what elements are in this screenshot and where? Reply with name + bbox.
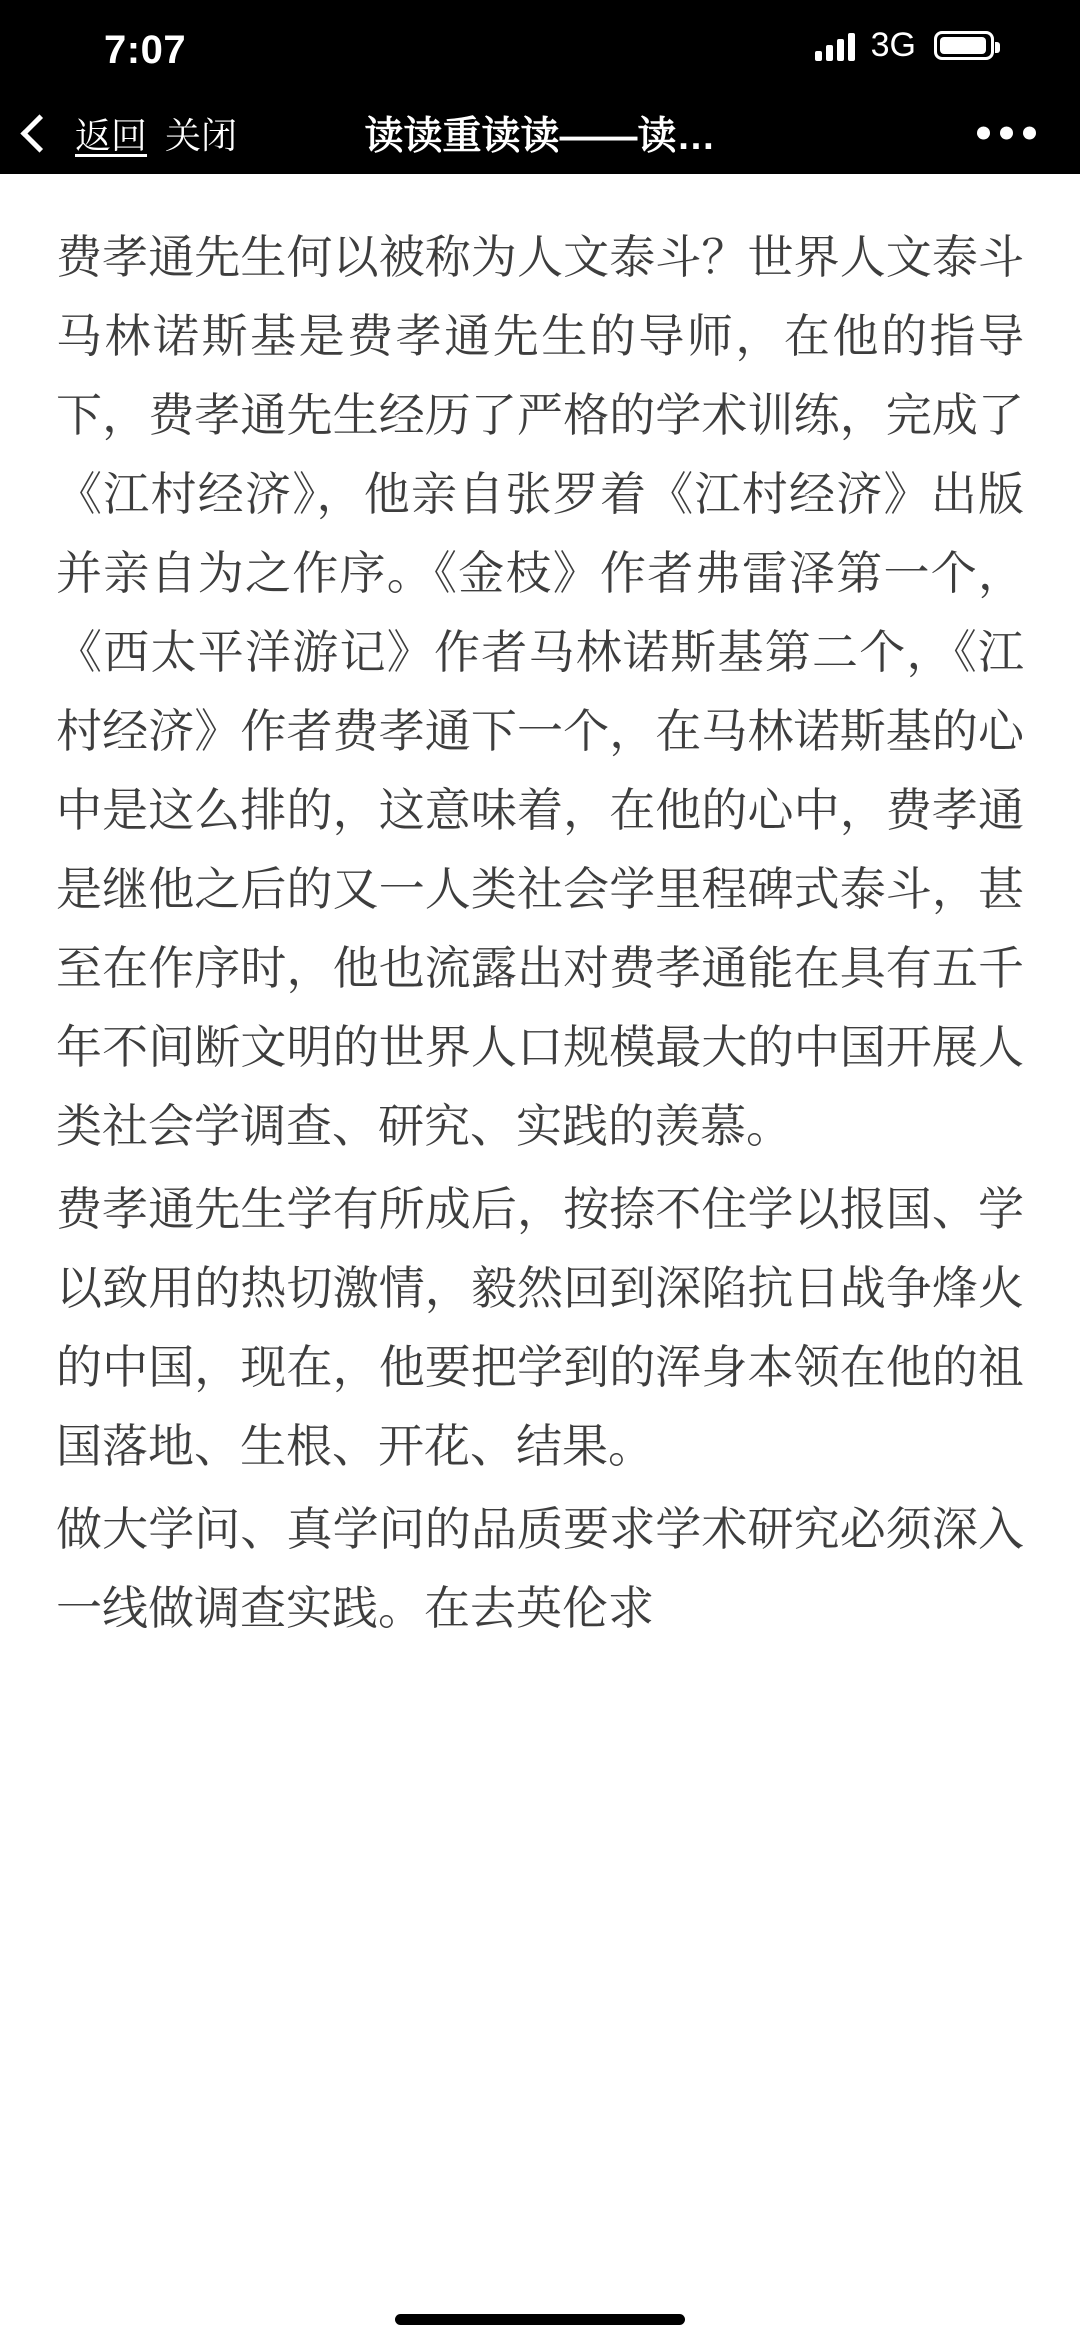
article-paragraph: 费孝通先生何以被称为人文泰斗？世界人文泰斗马林诺斯基是费孝通先生的导师，在他的指导下，费孝通先生经历了严格的学术训练，完成了《江村经济》，他亲自张罗着《江村经济》出版并亲自为之作序。《金枝》作者弗雷泽第一个，《西太平洋游记》作者马林诺斯基第二个，《江村经济》作者费孝通下一个，在马林诺斯基的心中是这么排的，这意味着，在他的心中，费孝通是继他之后的又一人类社会学里程碑式泰斗，甚至在作序时，他也流露出对费孝通能在具有五千年不间断文明的世界人口规模最大的中国开展人类社会学调查、研究、实践的羡慕。	[56, 231, 1024, 1152]
navigation-bar	[0, 92, 1080, 174]
signal-bars-icon	[815, 31, 855, 61]
network-type-label: 3G	[870, 26, 916, 64]
article-scroll-area[interactable]	[0, 174, 1080, 2339]
back-chevron-icon[interactable]	[20, 114, 58, 152]
article-body	[56, 218, 1024, 1648]
back-button[interactable]: 返回	[75, 114, 148, 156]
home-indicator[interactable]	[395, 2314, 685, 2325]
battery-icon	[934, 31, 994, 60]
article-paragraph: 费孝通先生学有所成后，按捺不住学以报国、学以致用的热切激情，毅然回到深陷抗日战争烽火的中国，现在，他要把学到的浑身本领在他的祖国落地、生根、开花、结果。	[56, 1183, 1024, 1472]
status-indicators	[815, 26, 994, 65]
close-button[interactable]: 关闭	[165, 114, 238, 156]
nav-left-group	[0, 108, 237, 159]
battery-fill	[940, 37, 986, 54]
page-title: 读读重读读——读…	[364, 115, 716, 158]
status-bar	[0, 0, 1080, 92]
article-paragraph: 做大学问、真学问的品质要求学术研究必须深入一线做调查实践。在去英伦求	[56, 1503, 1024, 1634]
more-dots-icon[interactable]	[977, 127, 1036, 140]
status-time: 7:07	[104, 28, 187, 72]
